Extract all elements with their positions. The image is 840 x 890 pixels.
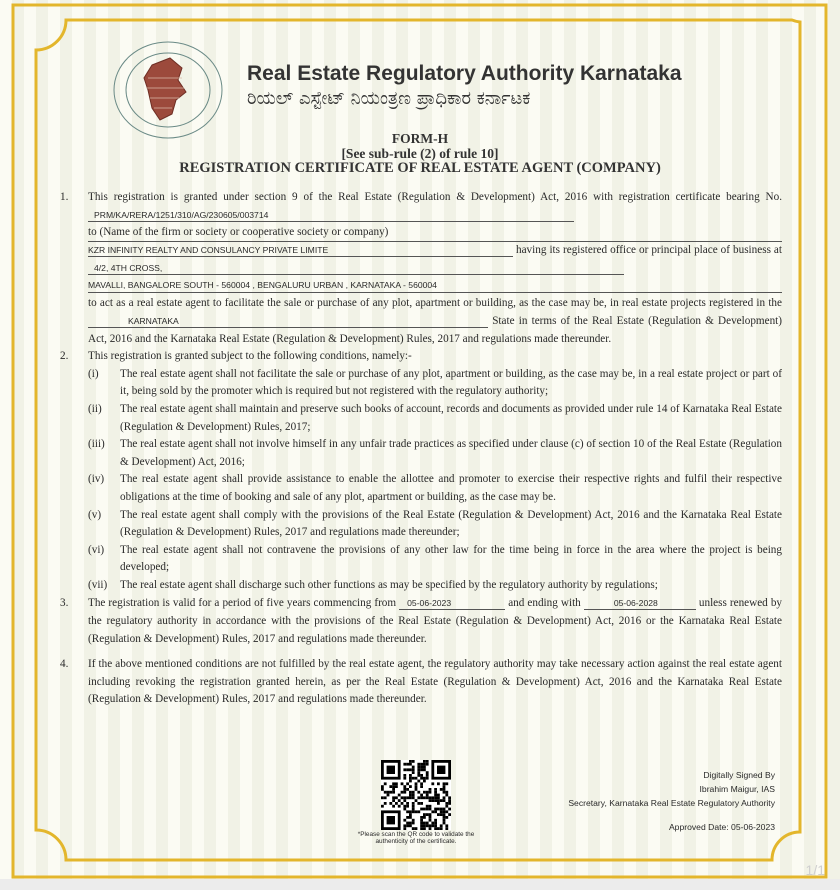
form-heading — [40, 131, 800, 176]
page-indicator: 1/1 — [805, 862, 825, 878]
condition-text: The real estate agent shall comply with the provisions of the Real Estate (Regulation & Development) Act, 2016 and the Karnataka Real Estate (Regulation & Development) Rules, 2017 and regulations made thereunder; — [120, 508, 782, 539]
certificate-title: REGISTRATION CERTIFICATE OF REAL ESTATE AGENT (COMPANY) — [179, 160, 661, 176]
condition-numeral: (vi) — [88, 543, 105, 556]
clause-text: unless renewed by the regulatory authority in accordance with the provisions of the Real Estate (Regulation & Development) Act, 2016 or the Karnataka Real Estate (Regulation & Development) Rules, 2017 and regulations made thereunder. — [88, 597, 783, 645]
condition-text: The real estate agent shall not contravene the provisions of any other law for the time being in force in the area where the project is being developed; — [120, 543, 782, 574]
signatory-designation: Secretary, Karnataka Real Estate Regulatory Authority — [568, 798, 775, 808]
address-line-2: MAVALLI, BANGALORE SOUTH - 560004 , BENGALURU URBAN , KARNATAKA - 560004 — [88, 279, 782, 293]
rera-karnataka-seal-logo — [112, 40, 224, 140]
signatory-name: Ibrahim Maigur, IAS — [699, 784, 775, 794]
condition-item — [88, 542, 782, 577]
clause-text: and ending with — [508, 597, 581, 610]
approved-date: Approved Date: 05-06-2023 — [668, 822, 775, 832]
condition-numeral: (i) — [88, 367, 99, 380]
authority-title-english: Real Estate Regulatory Authority Karnataka — [247, 62, 682, 85]
condition-item — [88, 577, 782, 595]
registration-number: PRM/KA/RERA/1251/310/AG/230605/003714 — [88, 209, 574, 222]
validity-start-date: 05-06-2023 — [399, 597, 505, 610]
condition-numeral: (iii) — [88, 438, 105, 451]
condition-item — [88, 401, 782, 436]
authority-title-kannada: ರಿಯಲ್ ಎಸ್ಟೇಟ್ ನಿಯಂತ್ರಣ ಪ್ರಾಧಿಕಾರ ಕರ್ನಾಟಕ — [247, 88, 531, 109]
clause-text: to act as a real estate agent to facilitate the sale or purchase of any plot, apartment or building, as the case may be, in real estate projects registered in the — [88, 297, 782, 310]
condition-numeral: (ii) — [88, 402, 102, 415]
signature-block — [568, 768, 775, 810]
form-name: FORM-H — [391, 131, 449, 146]
clause-text: to (Name of the firm or society or cooperative society or company) — [88, 226, 389, 239]
clause-number: 4. — [60, 658, 69, 671]
certificate-body — [60, 189, 782, 709]
conditions-list — [88, 366, 782, 595]
clause-text: The registration is valid for a period of five years commencing from — [88, 597, 397, 610]
company-name: KZR INFINITY REALTY AND CONSULANCY PRIVATE LIMITE — [88, 244, 513, 257]
validity-end-date: 05-06-2028 — [584, 597, 696, 610]
condition-numeral: (v) — [88, 508, 102, 521]
clause-intro: This registration is granted subject to the following conditions, namely:- — [88, 350, 412, 363]
address-line-1: 4/2, 4TH CROSS, — [88, 262, 624, 275]
condition-item — [88, 507, 782, 542]
condition-numeral: (vii) — [88, 578, 108, 591]
qr-note: *Please scan the QR code to validate the authenticity of the certificate. — [357, 831, 475, 845]
signed-by-label: Digitally Signed By — [703, 770, 775, 780]
state-field: KARNATAKA — [88, 315, 488, 328]
clause-text: This registration is granted under section 9 of the Real Estate (Regulation & Development) Act, 2016 with registration certificate bearing No. — [88, 191, 782, 203]
condition-text: The real estate agent shall discharge such other functions as may be specified by the regulatory authority by regulations; — [120, 578, 658, 591]
condition-item — [88, 366, 782, 401]
condition-numeral: (iv) — [88, 473, 105, 486]
condition-text: The real estate agent shall provide assistance to enable the allottee and promoter to exercise their respective rights and fulfil their respective obligations at the time of booking and sale of any plot, apartment or building, as the case may be. — [120, 473, 782, 503]
clause-text: If the above mentioned conditions are not fulfilled by the real estate agent, the regulatory authority may take necessary action against the real estate agent including revoking the registration granted herein, as per the Real Estate (Regulation & Development) Act, 2016 and the Karnataka Real Estate (Regulation & Development) Rules, 2017 and regulations made thereunder. — [88, 658, 782, 706]
clause-number: 2. — [60, 350, 69, 363]
condition-item — [88, 471, 782, 506]
clause-number: 3. — [60, 597, 69, 610]
clause-2 — [60, 348, 782, 594]
condition-text: The real estate agent shall not facilitate the sale or purchase of any plot, apartment or building, as the case may be, in a real estate project or part of it, being sold by the promoter which is required but not registered with the regulatory authority; — [120, 367, 782, 398]
condition-text: The real estate agent shall maintain and preserve such books of account, records and documents as provided under rule 14 of Karnataka Real Estate (Regulation & Development) Rules, 2017; — [120, 402, 782, 433]
clause-1 — [60, 189, 782, 348]
condition-text: The real estate agent shall not involve himself in any unfair trade practices as specified under clause (c) of section 10 of the Real Estate (Regulation & Development) Act, 2016; — [120, 438, 782, 468]
clause-3 — [60, 595, 782, 648]
form-rule: [See sub-rule (2) of rule 10] — [341, 146, 499, 161]
clause-4 — [60, 656, 782, 709]
name-line — [88, 224, 782, 242]
clause-number: 1. — [60, 191, 69, 203]
qr-code[interactable] — [381, 760, 451, 830]
clause-text: State in terms of the Real Estate (Regulation & Development) Act, 2016 and the Karnataka Real Estate (Regulation & Development) Rules, 2017 and regulations made thereunder. — [88, 314, 783, 345]
clause-text: having its registered office or principal place of business at — [516, 244, 782, 257]
condition-item — [88, 436, 782, 471]
